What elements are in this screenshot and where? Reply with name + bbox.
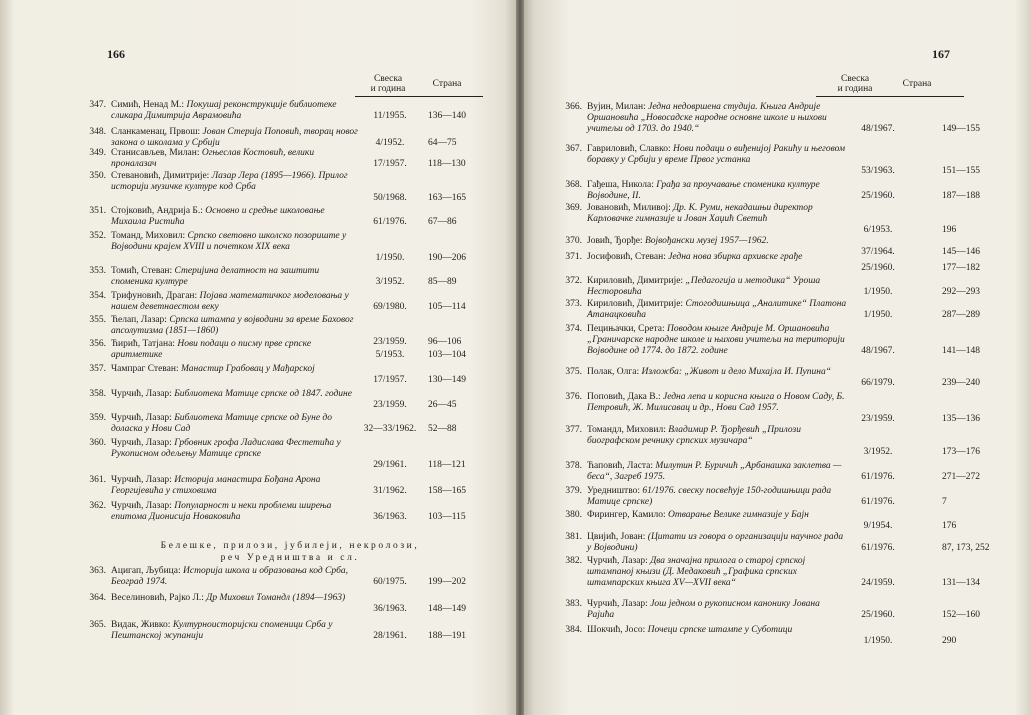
entry-text	[587, 203, 849, 225]
entry-volume: 37/1964.	[861, 247, 895, 257]
entry-volume: 23/1959.	[373, 337, 407, 347]
entry-text	[587, 556, 849, 589]
entry-number: 359.	[89, 413, 106, 423]
entry-number: 369.	[565, 203, 582, 213]
entry-title: Једна лепа и корисна књига о Новом Саду, Б. Петровић, Ж. Милисавац и др., Нови Сад 1957.	[587, 392, 845, 413]
entry-author: Цвијић, Јован:	[587, 532, 646, 542]
entry-volume: 36/1963.	[373, 512, 407, 522]
entry-author: Ћаповић, Ласта:	[587, 461, 654, 471]
entry-volume: 23/1959.	[373, 400, 407, 410]
entry-text	[111, 593, 361, 604]
entry-title: Српско световно школско позориште у Војводини крајем XVIII и почетком XIX века	[111, 231, 347, 252]
entry-number: 368.	[565, 180, 582, 190]
entry-number: 347.	[89, 100, 106, 110]
entry-pages: 141—148	[942, 346, 980, 356]
entry-author: Ћирић, Татјана:	[111, 339, 175, 349]
entry-text	[587, 392, 849, 414]
entry-text	[587, 252, 849, 263]
entry-title: Једна недовршена студија. Књига Андрије Оршановића „Новосадске народне основне школе и њихови учитељи од 1703. до 1940.“	[587, 102, 827, 134]
entry-author: Томанд, Миховил:	[111, 231, 186, 241]
entry-text	[587, 625, 849, 636]
entry-title: Историја манастира Бођана Арона Георгијевића у стиховима	[111, 475, 321, 496]
entry-pages: 135—136	[942, 414, 980, 424]
entry-title: Популарност и неки проблеми ширења епитома Дионисија Новаковића	[111, 501, 332, 522]
column-header-volume: Свеска и година	[837, 74, 873, 94]
entry-number: 355.	[89, 315, 106, 325]
section-heading	[110, 540, 470, 564]
entry-text	[111, 266, 361, 288]
entry-number: 354.	[89, 291, 106, 301]
entry-title: Два значајна прилога о старој српској штампаној књизи (Д. Медаковић „Графика српских штампарских књига XV—XVII века“	[587, 556, 806, 588]
entry-author: Пецињачки, Срета:	[587, 324, 665, 334]
entry-author: Кириловић, Димитрије:	[587, 299, 684, 309]
entry-title: Отварање Велике гимназије у Бајн	[668, 510, 809, 520]
entry-pages: 187—188	[942, 191, 980, 201]
entry-pages: 176	[942, 521, 957, 531]
entry-volume: 48/1967.	[861, 124, 895, 134]
entry-pages: 149—155	[942, 124, 980, 134]
entry-text	[111, 100, 361, 122]
entry-pages: 152—160	[942, 610, 980, 620]
entry-text	[111, 127, 361, 149]
entry-number: 350.	[89, 171, 106, 181]
entry-volume: 1/1950.	[863, 287, 893, 297]
header-rule	[816, 96, 964, 97]
entry-volume: 5/1953.	[375, 350, 405, 360]
entry-number: 361.	[89, 475, 106, 485]
entry-author: Јовић, Ђорђе:	[587, 236, 643, 246]
entry-author: Сланкаменац, Првош:	[111, 127, 201, 137]
entry-title: Нови подаци о виђенијој Ракићу и његовом боравку у Србији у време Првог устанка	[587, 144, 846, 165]
entry-volume: 53/1963.	[861, 166, 895, 176]
entry-title: Др. К. Руми, некадашњи директор Карловачке гимназије и Јован Хаџић Светић	[587, 203, 813, 224]
entry-number: 353.	[89, 266, 106, 276]
entry-number: 367.	[565, 144, 582, 154]
entry-title: Основно и средње школовање Михаила Ристића	[111, 206, 325, 227]
section-heading-line2: реч Уредништва и сл.	[220, 553, 360, 563]
entry-text	[587, 532, 849, 554]
entry-author: Ћелап, Лазар:	[111, 315, 167, 325]
entry-volume: 4/1952.	[375, 138, 405, 148]
entry-title: Нови подаци о писму прве српске аритметике	[111, 339, 312, 360]
entry-text	[111, 291, 361, 313]
entry-number: 364.	[89, 593, 106, 603]
entry-pages: 199—202	[428, 577, 466, 587]
entry-pages: 271—272	[942, 472, 980, 482]
entry-number: 358.	[89, 389, 106, 399]
entry-text	[587, 299, 849, 321]
entry-pages: 290	[942, 636, 957, 646]
entry-number: 370.	[565, 236, 582, 246]
entry-text	[587, 236, 849, 247]
entry-number: 352.	[89, 231, 106, 241]
entry-author: Фирингер, Камило:	[587, 510, 666, 520]
entry-text	[587, 144, 849, 166]
section-heading-line1: Белешке, прилози, јубилеји, некролози,	[160, 541, 420, 551]
entry-text	[111, 171, 361, 193]
entry-author: Чурчић, Лазар:	[111, 413, 172, 423]
entry-pages: 7	[942, 497, 947, 507]
entry-title: Јован Стерија Поповић, творац новог закона о школама у Србији	[111, 127, 358, 148]
entry-text	[587, 102, 849, 135]
entry-text	[111, 413, 361, 435]
column-header-volume: Свеска и година	[370, 74, 406, 94]
entry-author: Поповић, Дака В.:	[587, 392, 661, 402]
entry-volume: 61/1976.	[861, 497, 895, 507]
entry-text	[587, 461, 849, 483]
entry-text	[111, 501, 361, 523]
entry-title: Манастир Грабовац у Мађарској	[180, 364, 315, 374]
entry-pages: 96—106	[428, 337, 462, 347]
entry-pages: 292—293	[942, 287, 980, 297]
entry-title: Једна нова збирка архивске грађе	[668, 252, 803, 262]
entry-volume: 25/1960.	[861, 610, 895, 620]
entry-title: „Педагогија и методика“ Уроша Несторовића	[587, 276, 821, 297]
entry-title: Грбовник грофа Ладислава Фестетића у Рукописном одељењу Матице српске	[111, 438, 341, 459]
entry-author: Гавриловић, Славко:	[587, 144, 671, 154]
entry-volume: 32—33/1962.	[363, 424, 417, 434]
entry-author: Чампраг Стеван:	[111, 364, 179, 374]
entry-text	[111, 438, 361, 460]
entry-volume: 17/1957.	[373, 375, 407, 385]
entry-author: Томић, Стеван:	[111, 266, 173, 276]
page-number-left: 166	[107, 47, 125, 61]
entry-text	[111, 566, 361, 588]
entry-title: Војвођански музеј 1957—1962.	[644, 236, 769, 246]
entry-title: Стеријина делатност на заштити споменика културе	[111, 266, 320, 287]
entry-text	[111, 206, 361, 228]
entry-title: Библиотека Матице српске од Буне до доласка у Нови Сад	[111, 413, 332, 434]
entry-title: Културноисторијски споменици Срба у Пештанској жупанији	[111, 620, 333, 641]
entry-volume: 66/1979.	[861, 378, 895, 388]
entry-volume: 61/1976.	[861, 472, 895, 482]
entry-volume: 28/1961.	[373, 631, 407, 641]
entry-pages: 158—165	[428, 486, 466, 496]
entry-number: 377.	[565, 425, 582, 435]
entry-pages: 26—45	[428, 400, 457, 410]
entry-number: 356.	[89, 339, 106, 349]
entry-author: Јосифовић, Стеван:	[587, 252, 666, 262]
header-rule	[355, 96, 483, 97]
entry-pages: 136—140	[428, 111, 466, 121]
entry-number: 366.	[565, 102, 582, 112]
entry-text	[111, 339, 361, 361]
entry-pages: 118—121	[428, 460, 466, 470]
entry-author: Кириловић, Димитрије:	[587, 276, 684, 286]
entry-title: Покушај реконструкције библиотеке сликара Димитрија Аврамовића	[111, 100, 337, 121]
entry-volume: 9/1954.	[863, 521, 893, 531]
column-header-page: Страна	[432, 79, 462, 89]
entry-number: 348.	[89, 127, 106, 137]
entry-author: Видак, Живко:	[111, 620, 171, 630]
column-header-page: Страна	[902, 79, 932, 89]
entry-title: Поводом књиге Андрије М. Оршановића „Граничарске народне школе и њихови учитељи на територији Војводине од 1774. до 1872. године	[587, 324, 845, 356]
entry-author: Трифуновић, Драган:	[111, 291, 198, 301]
entry-number: 349.	[89, 148, 106, 158]
entry-number: 351.	[89, 206, 106, 216]
entry-text	[587, 486, 849, 508]
entry-pages: 188—191	[428, 631, 466, 641]
entry-number: 374.	[565, 324, 582, 334]
entry-number: 365.	[89, 620, 106, 630]
entry-text	[587, 180, 849, 202]
entry-volume: 69/1980.	[373, 302, 407, 312]
entry-author: Гађеша, Никола:	[587, 180, 654, 190]
entry-volume: 60/1975.	[373, 577, 407, 587]
entry-number: 381.	[565, 532, 582, 542]
entry-text	[111, 231, 361, 253]
entry-author: Чурчић, Лазар:	[587, 599, 648, 609]
entry-text	[111, 389, 361, 400]
entry-author: Томандл, Миховил:	[587, 425, 666, 435]
entry-author: Полак, Олга:	[587, 367, 640, 377]
entry-pages: 67—86	[428, 217, 457, 227]
entry-title: Лазар Лера (1895—1966). Прилог историји музичке културе код Срба	[111, 171, 348, 192]
entry-pages: 148—149	[428, 604, 466, 614]
entry-author: Уредништво:	[587, 486, 641, 496]
entry-title: 61/1976. свеску посвећује 150-годишњици рада Матице српске)	[587, 486, 832, 507]
entry-text	[111, 620, 361, 642]
entry-pages: 103—104	[428, 350, 466, 360]
entry-volume: 24/1959.	[861, 578, 895, 588]
entry-number: 380.	[565, 510, 582, 520]
entry-number: 375.	[565, 367, 582, 377]
entry-pages: 87, 173, 252	[942, 543, 990, 553]
entry-author: Шокчић, Јосо:	[587, 625, 646, 635]
entry-title: Грађа за проучавање споменика културе Војводине, II.	[587, 180, 820, 201]
entry-number: 376.	[565, 392, 582, 402]
entry-number: 363.	[89, 566, 106, 576]
entry-author: Веселиновић, Рајко Л.:	[111, 593, 204, 603]
entry-text	[587, 324, 849, 357]
entry-volume: 1/1950.	[863, 310, 893, 320]
entry-author: Чурчић, Лазар:	[111, 438, 172, 448]
entry-pages: 173—176	[942, 447, 980, 457]
right-page	[520, 0, 1031, 715]
entry-title: Стогодишњица „Аналитике“ Платона Атанацковића	[587, 299, 847, 320]
entry-pages: 177—182	[942, 263, 980, 273]
entry-author: Ацигап, Љубица:	[111, 566, 181, 576]
entry-number: 373.	[565, 299, 582, 309]
entry-text	[111, 475, 361, 497]
entry-pages: 190—206	[428, 253, 466, 263]
entry-title: Др Миховил Томандл (1894—1963)	[206, 593, 346, 603]
entry-volume: 3/1952.	[375, 277, 405, 287]
entry-text	[111, 364, 361, 375]
entry-volume: 6/1953.	[863, 225, 893, 235]
entry-volume: 31/1962.	[373, 486, 407, 496]
entry-title: Огњеслав Костовић, велики проналазач	[111, 148, 315, 169]
entry-author: Чурчић, Лазар:	[587, 556, 648, 566]
entry-title: (Цитати из говора о организацији научног рада у Војводини)	[587, 532, 844, 553]
entry-number: 371.	[565, 252, 582, 262]
entry-number: 360.	[89, 438, 106, 448]
entry-number: 382.	[565, 556, 582, 566]
entry-pages: 130—149	[428, 375, 466, 385]
entry-volume: 1/1950.	[375, 253, 405, 263]
entry-author: Станисављев, Милан:	[111, 148, 200, 158]
entry-pages: 163—165	[428, 193, 466, 203]
entry-title: Српска штампа у војводини за време Баховог апсолутизма (1851—1860)	[111, 315, 354, 336]
entry-author: Јовановић, Миливој:	[587, 203, 671, 213]
entry-volume: 11/1955.	[373, 111, 407, 121]
entry-number: 357.	[89, 364, 106, 374]
entry-volume: 50/1968.	[373, 193, 407, 203]
entry-number: 384.	[565, 625, 582, 635]
entry-pages: 85—89	[428, 277, 457, 287]
entry-volume: 61/1976.	[861, 543, 895, 553]
entry-volume: 23/1959.	[861, 414, 895, 424]
entry-volume: 61/1976.	[373, 217, 407, 227]
entry-number: 362.	[89, 501, 106, 511]
entry-text	[587, 276, 849, 298]
entry-volume: 48/1967.	[861, 346, 895, 356]
entry-text	[587, 367, 849, 378]
entry-author: Симић, Ненад М.:	[111, 100, 185, 110]
entry-title: Почеци српске штампе у Суботици	[647, 625, 793, 635]
entry-pages: 64—75	[428, 138, 457, 148]
entry-pages: 287—289	[942, 310, 980, 320]
entry-pages: 52—88	[428, 424, 457, 434]
entry-title: Милутин Р. Буричић „Арбанашка заклетва — беса“, Загреб 1975.	[587, 461, 842, 482]
entry-volume: 36/1963.	[373, 604, 407, 614]
entry-number: 378.	[565, 461, 582, 471]
entry-text	[587, 425, 849, 447]
entry-volume: 25/1960.	[861, 191, 895, 201]
entry-pages: 145—146	[942, 247, 980, 257]
entry-pages: 151—155	[942, 166, 980, 176]
entry-volume: 25/1960.	[861, 263, 895, 273]
entry-author: Чурчић, Лазар:	[111, 501, 172, 511]
entry-title: Још једном о рукописном канонику Јована Рајића	[587, 599, 820, 620]
entry-text	[587, 599, 849, 621]
entry-author: Стојковић, Андрија Б.:	[111, 206, 203, 216]
entry-title: Библиотека Матице српске од 1847. године	[174, 389, 352, 399]
entry-author: Вујин, Милан:	[587, 102, 646, 112]
entry-author: Чурчић, Лазар:	[111, 475, 172, 485]
entry-title: Историја школа и образовања код Срба, Београд 1974.	[111, 566, 349, 587]
entry-author: Чурчић, Лазар:	[111, 389, 172, 399]
entry-volume: 29/1961.	[373, 460, 407, 470]
page-number-right: 167	[932, 47, 950, 61]
entry-text	[587, 510, 849, 521]
entry-title: Изложба: „Живот и дело Михајла И. Пупина“	[641, 367, 832, 377]
entry-pages: 103—115	[428, 512, 466, 522]
entry-author: Стевановић, Димитрије:	[111, 171, 210, 181]
entry-number: 372.	[565, 276, 582, 286]
book-spine	[516, 0, 524, 715]
entry-title: Појава математичког моделовања у нашем деветнаестом веку	[111, 291, 349, 312]
entry-text	[111, 315, 361, 337]
entry-text	[111, 148, 361, 170]
entry-volume: 17/1957.	[373, 159, 407, 169]
entry-number: 379.	[565, 486, 582, 496]
entry-title: Владимир Р. Ђорђевић „Прилози биографском речнику српских музичара“	[587, 425, 801, 446]
entry-pages: 118—130	[428, 159, 466, 169]
entry-number: 383.	[565, 599, 582, 609]
entry-volume: 1/1950.	[863, 636, 893, 646]
entry-pages: 239—240	[942, 378, 980, 388]
entry-pages: 196	[942, 225, 957, 235]
entry-pages: 105—114	[428, 302, 466, 312]
entry-volume: 3/1952.	[863, 447, 893, 457]
entry-pages: 131—134	[942, 578, 980, 588]
